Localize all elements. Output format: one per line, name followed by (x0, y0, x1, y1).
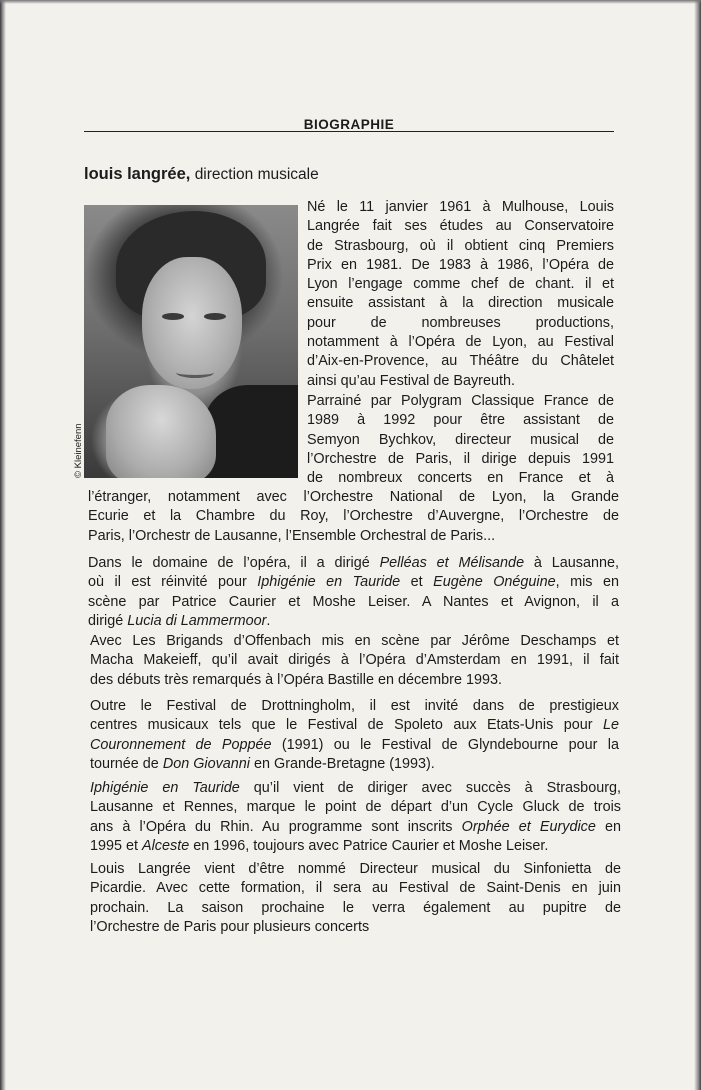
photo-credit: © Kleinefenn (73, 423, 84, 478)
text-run: dirigé (88, 612, 128, 629)
text-line: l’étranger, notamment avec l’Orchestre National de Lyon, la Grande (88, 489, 619, 505)
bio-heading (84, 165, 319, 184)
text-line: Avec Les Brigands d’Offenbach mis en scène par Jérôme Deschamps et (90, 633, 619, 649)
page-edge-top (0, 0, 701, 4)
text-line: Parrainé par Polygram Classique France de (307, 393, 614, 409)
text-line: Semyon Bychkov, directeur musical de (307, 431, 614, 448)
paragraph-6 (90, 779, 621, 856)
text-run: où il est réinvité pour (88, 574, 258, 591)
text-line (90, 736, 619, 755)
conductor-role: direction musicale (194, 166, 319, 183)
photo-eye-right (204, 313, 226, 320)
text-line: scène par Patrice Caurier et Moshe Leiser. A Nantes et Avignon, il a (88, 593, 619, 610)
text-run: (1991) ou le Festival de Glyndebourne pour la (271, 736, 619, 753)
text-line (90, 837, 621, 856)
text-line: 1989 à 1992 pour être assistant de (307, 412, 614, 429)
text-run: . (266, 612, 271, 629)
paragraph-1 (307, 198, 614, 391)
text-run: 1995 et (90, 837, 143, 854)
paragraph-4 (90, 632, 619, 690)
opera-title: Le (602, 717, 619, 734)
text-line: Lausanne et Rennes, marque le point de départ d’un Cycle Gluck de trois (90, 799, 621, 816)
opera-title: Orphée et Eurydice (461, 818, 596, 835)
text-run: ans à l’Opéra du Rhin. Au programme sont inscrits (90, 818, 462, 835)
text-line: d’Aix-en-Provence, au Théâtre du Châtelet (307, 353, 614, 370)
text-run: à Lausanne, (524, 555, 619, 571)
text-line: Né le 11 janvier 1961 à Mulhouse, Louis (307, 199, 614, 215)
text-line (88, 573, 619, 592)
text-run: en Grande-Bretagne (1993). (250, 755, 435, 772)
text-line: de Strasbourg, où il obtient cinq Premiers (307, 237, 614, 254)
text-run: en 1996, toujours avec Patrice Caurier et Moshe Leiser. (189, 837, 549, 854)
opera-title: Couronnement de Poppée (90, 736, 272, 753)
opera-title: Lucia di Lammermoor (127, 612, 267, 629)
conductor-name: louis langrée, (84, 165, 191, 183)
text-line (90, 716, 619, 735)
text-line: Ecurie et la Chambre du Roy, l’Orchestre d’Auvergne, l’Orchestre de (88, 508, 619, 525)
section-title: BIOGRAPHIE (303, 117, 395, 132)
page-edge-right (694, 0, 701, 1090)
text-run: qu’il vient de diriger avec succès à Strasbourg, (239, 780, 621, 796)
portrait-photo (84, 205, 298, 478)
text-run: tournée de (90, 755, 163, 772)
text-line: Prix en 1981. De 1983 à 1986, l’Opéra de (307, 256, 614, 273)
text-run: centres musicaux tels que le Festival de Spoleto aux Etats-Unis pour (90, 717, 603, 734)
photo-shirt (204, 385, 298, 478)
paragraph-2-continued (88, 488, 619, 546)
opera-title: Don Giovanni (162, 755, 251, 772)
opera-title: Iphigénie en Tauride (90, 780, 240, 796)
text-line: Picardie. Avec cette formation, il sera au Festival de Saint-Denis en juin (90, 880, 621, 897)
text-line: l’Orchestre de Paris pour plusieurs concerts (90, 918, 370, 935)
text-line (90, 779, 621, 798)
opera-title: Eugène Onéguine (433, 574, 556, 591)
text-line: Langrée fait ses études au Conservatoire (307, 218, 614, 235)
text-run: , mis en (555, 574, 619, 591)
title-rule (84, 131, 614, 132)
text-line: Louis Langrée vient d’être nommé Directeur musical du Sinfonietta de (90, 861, 621, 877)
opera-title: Alceste (142, 837, 190, 854)
text-line: prochain. La saison prochaine le verra également au pupitre de (90, 899, 621, 916)
photo-hand (106, 385, 216, 478)
text-line: de nombreux concerts en France et à (307, 470, 614, 487)
paragraph-3 (88, 554, 619, 631)
text-run: Dans le domaine de l’opéra, il a dirigé (88, 555, 380, 571)
opera-title: Pelléas et Mélisande (379, 555, 525, 571)
paragraph-7 (90, 860, 621, 937)
page-edge-left (0, 0, 6, 1090)
text-line (90, 818, 621, 837)
text-line: ensuite assistant à la direction musicale (307, 295, 614, 312)
text-line: Outre le Festival de Drottningholm, il est invité dans de prestigieux (90, 698, 619, 714)
opera-title: Iphigénie en Tauride (257, 574, 401, 591)
text-line (90, 755, 619, 774)
text-line (88, 612, 619, 631)
text-line: Paris, l’Orchestr de Lausanne, l’Ensemble Orchestral de Paris... (88, 527, 496, 544)
photo-eye-left (162, 313, 184, 320)
text-line: notamment à l’Opéra de Lyon, au Festival (307, 334, 614, 351)
text-line: pour de nombreuses productions, (307, 314, 614, 331)
photo-mouth (176, 367, 214, 378)
text-run: et (400, 574, 434, 591)
text-line: l’Orchestre de Paris, il dirige depuis 1991 (307, 450, 614, 467)
text-line (88, 554, 619, 573)
text-line: Lyon l’engage comme chef de chant. il et (307, 276, 614, 293)
text-line: ainsi qu’au Festival de Bayreuth. (307, 372, 515, 389)
paragraph-5 (90, 697, 619, 774)
paragraph-2 (307, 392, 614, 488)
text-line: des débuts très remarqués à l’Opéra Bastille en décembre 1993. (90, 671, 502, 688)
text-run: en (595, 818, 621, 835)
text-line: Macha Makeieff, qu’il avait dirigés à l’Opéra d’Amsterdam en 1991, il fait (90, 652, 619, 669)
